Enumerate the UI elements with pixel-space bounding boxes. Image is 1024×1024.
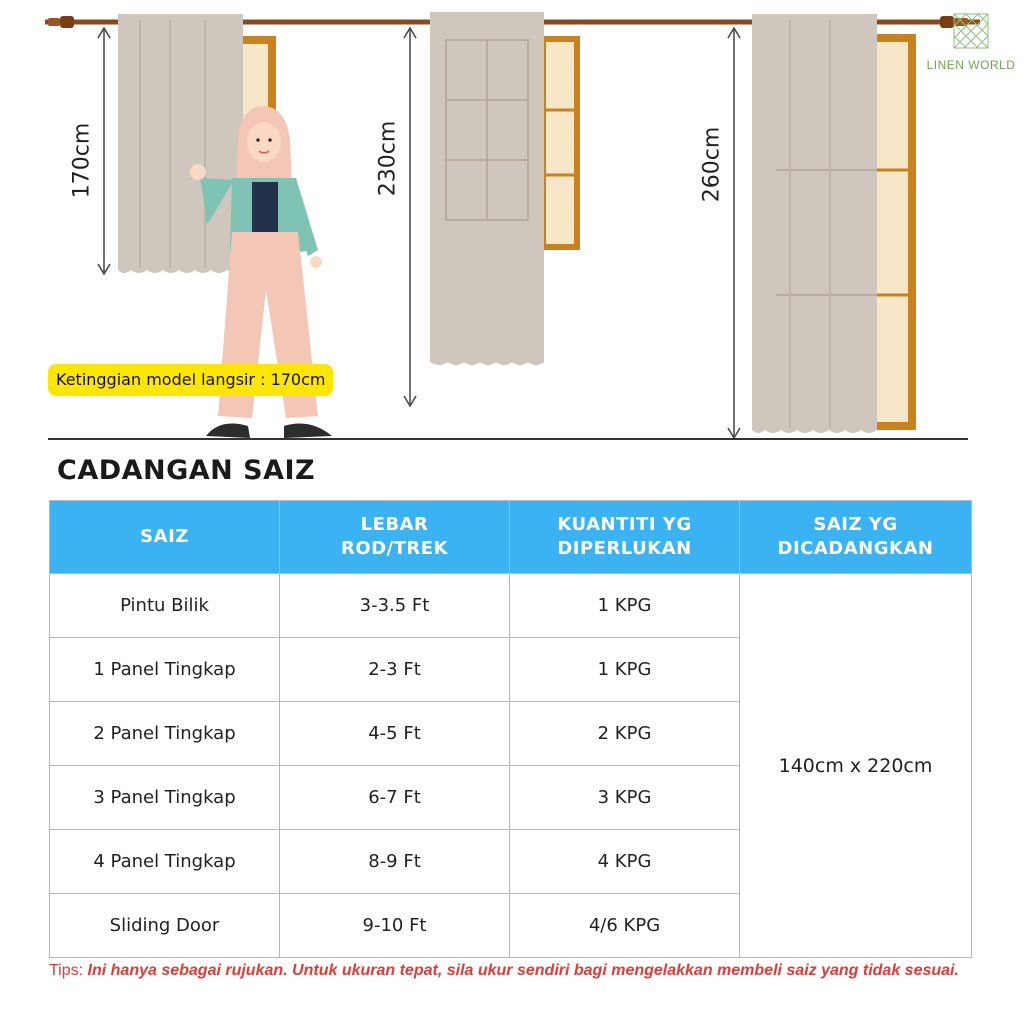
cell-size: 3 Panel Tingkap — [50, 766, 280, 830]
height-arrow-2 — [404, 28, 416, 406]
curtain-1 — [118, 14, 243, 273]
cell-width: 4-5 Ft — [280, 702, 510, 766]
header-saiz-dicadangkan — [740, 501, 972, 574]
height-arrow-1 — [98, 28, 110, 274]
tips-text: Ini hanya sebagai rujukan. Untuk ukuran tepat, sila ukur sendiri bagi mengelakkan membeli saiz yang tidak sesuai. — [87, 962, 959, 979]
size-recommendation-table — [49, 500, 972, 958]
header-kuantiti — [510, 501, 740, 574]
section-title: CADANGAN SAIZ — [57, 455, 316, 486]
header-label: KUANTITI YG DIPERLUKAN — [557, 514, 692, 559]
header-label: SAIZ YG DICADANGKAN — [777, 514, 934, 559]
window-2 — [540, 36, 580, 250]
curtain-2 — [430, 12, 544, 365]
height-label-260: 260cm — [699, 126, 725, 203]
cell-qty: 2 KPG — [510, 702, 740, 766]
cell-width: 3-3.5 Ft — [280, 574, 510, 638]
tips-note — [49, 958, 959, 983]
cell-size: 1 Panel Tingkap — [50, 638, 280, 702]
cell-width: 8-9 Ft — [280, 830, 510, 894]
cell-width: 6-7 Ft — [280, 766, 510, 830]
brand-name: LINEN WORLD — [926, 58, 1016, 72]
header-lebar — [280, 501, 510, 574]
header-saiz — [50, 501, 280, 574]
cell-qty: 4/6 KPG — [510, 894, 740, 958]
cell-qty: 3 KPG — [510, 766, 740, 830]
height-arrow-3 — [728, 28, 740, 438]
cell-size: 2 Panel Tingkap — [50, 702, 280, 766]
table-header-row — [50, 501, 972, 574]
header-label: SAIZ — [140, 526, 189, 547]
tips-label: Tips: — [49, 962, 84, 979]
cell-qty: 1 KPG — [510, 638, 740, 702]
brand-logo — [921, 12, 1021, 72]
cell-size: 4 Panel Tingkap — [50, 830, 280, 894]
cell-size: Sliding Door — [50, 894, 280, 958]
header-label: LEBAR ROD/TREK — [340, 514, 449, 559]
cell-qty: 1 KPG — [510, 574, 740, 638]
cell-width: 9-10 Ft — [280, 894, 510, 958]
height-label-230: 230cm — [375, 120, 401, 197]
cell-qty: 4 KPG — [510, 830, 740, 894]
cell-size: Pintu Bilik — [50, 574, 280, 638]
cell-recommended-size: 140cm x 220cm — [740, 574, 972, 958]
table-row — [50, 574, 972, 638]
curtain-3 — [752, 14, 877, 433]
height-label-170: 170cm — [69, 122, 95, 199]
model-height-callout: Ketinggian model langsir : 170cm — [48, 364, 333, 396]
cell-width: 2-3 Ft — [280, 638, 510, 702]
